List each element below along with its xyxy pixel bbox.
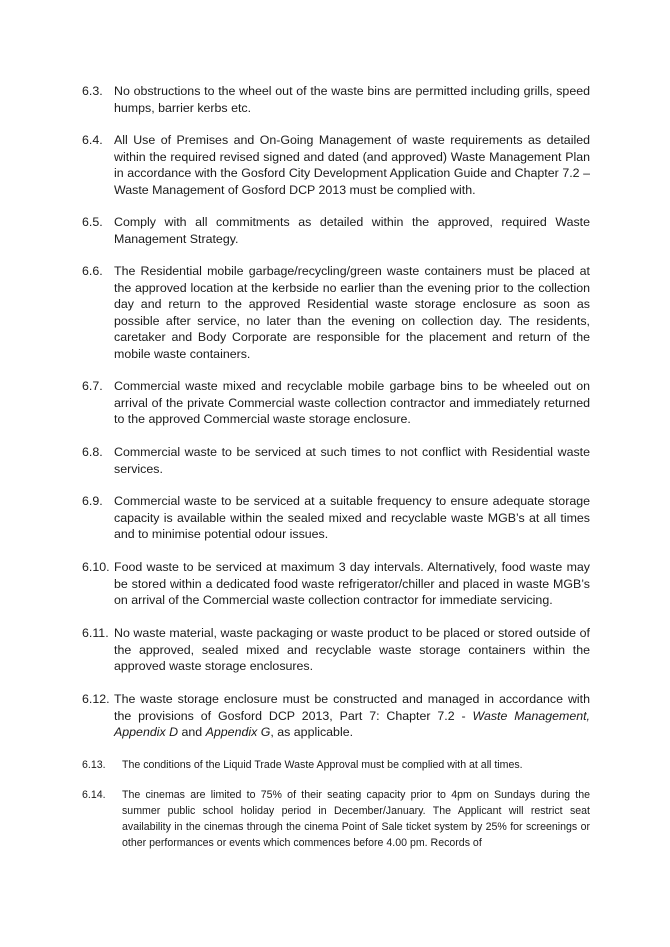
- clause-text-part: and: [178, 725, 206, 740]
- clause-text: All Use of Premises and On-Going Management of waste requirements as detailed within the required revised signed and dated (and approved) Waste Management Plan in accordance with the Gosford City Development Application Guide and Chapter 7.2 – Waste Management of Gosford DCP 2013 must be complied with.: [114, 133, 590, 197]
- clause-text-part: , as applicable.: [270, 725, 354, 740]
- clause-number: 6.6.: [82, 264, 103, 278]
- clause-6-11: [82, 625, 590, 675]
- clause-number: 6.8.: [82, 445, 103, 459]
- clause-number: 6.12.: [82, 692, 110, 706]
- clause-number: 6.4.: [82, 133, 103, 147]
- clause-6-8: [82, 444, 590, 477]
- clause-number: 6.14.: [82, 789, 106, 801]
- clause-number: 6.3.: [82, 84, 103, 98]
- clause-6-4: [82, 132, 590, 198]
- clause-number: 6.9.: [82, 494, 103, 508]
- clause-text: Commercial waste to be serviced at a suitable frequency to ensure adequate storage capacity is available within the sealed mixed and recyclable waste MGB’s at all times and to minimise potential odour issues.: [114, 494, 590, 542]
- clause-text: The cinemas are limited to 75% of their seating capacity prior to 4pm on Sundays during the summer public school holiday period in December/January. The Applicant will restrict seat availability in the cinemas through the cinema Point of Sale ticket system by 25% for screenings or other performances or events which commences before 4.00 pm. Records of: [122, 789, 590, 849]
- clause-6-9: [82, 493, 590, 543]
- clause-text: Commercial waste mixed and recyclable mobile garbage bins to be wheeled out on arrival of the private Commercial waste collection contractor and immediately returned to the approved Commercial waste storage enclosure.: [114, 379, 590, 427]
- clause-6-14: [82, 787, 590, 851]
- clause-6-7: [82, 378, 590, 428]
- clause-number: 6.13.: [82, 759, 106, 771]
- clause-text-part: The waste storage enclosure must be constructed and managed in accordance with the provisions of Gosford DCP 2013, Part 7: Chapter 7.2 -: [114, 692, 590, 723]
- clause-number: 6.5.: [82, 215, 103, 229]
- clause-text: [114, 691, 590, 741]
- clause-6-3: [82, 83, 590, 116]
- clause-text-italic: Waste Management, Appendix D: [114, 708, 590, 740]
- clause-text-italic: Appendix G: [205, 725, 271, 740]
- clause-6-13: [82, 757, 590, 773]
- clause-text: The Residential mobile garbage/recycling/green waste containers must be placed at the approved location at the kerbside no earlier than the evening prior to the collection day and return to the approved Residential waste storage enclosure as soon as possible after service, no later than the evening on collection day. The residents, caretaker and Body Corporate are responsible for the placement and return of the mobile waste containers.: [114, 264, 590, 361]
- clause-text: No waste material, waste packaging or waste product to be placed or stored outside of the approved, sealed mixed and recyclable waste storage containers within the approved waste storage enclosures.: [114, 626, 590, 674]
- clause-text: No obstructions to the wheel out of the waste bins are permitted including grills, speed humps, barrier kerbs etc.: [114, 84, 590, 115]
- clause-number: 6.7.: [82, 379, 103, 393]
- clause-text: Commercial waste to be serviced at such times to not conflict with Residential waste services.: [114, 445, 590, 476]
- clause-6-10: [82, 559, 590, 609]
- clause-6-12: [82, 691, 590, 741]
- clause-text: Food waste to be serviced at maximum 3 day intervals. Alternatively, food waste may be stored within a dedicated food waste refrigerator/chiller and placed in waste MGB’s on arrival of the Commercial waste collection contractor for immediate servicing.: [114, 560, 590, 608]
- clause-number: 6.11.: [82, 626, 109, 640]
- clause-number: 6.10.: [82, 560, 110, 574]
- clause-text: The conditions of the Liquid Trade Waste Approval must be complied with at all times.: [122, 759, 523, 771]
- clause-6-5: [82, 214, 590, 247]
- clause-6-6: [82, 263, 590, 363]
- clause-text: Comply with all commitments as detailed within the approved, required Waste Management Strategy.: [114, 215, 590, 246]
